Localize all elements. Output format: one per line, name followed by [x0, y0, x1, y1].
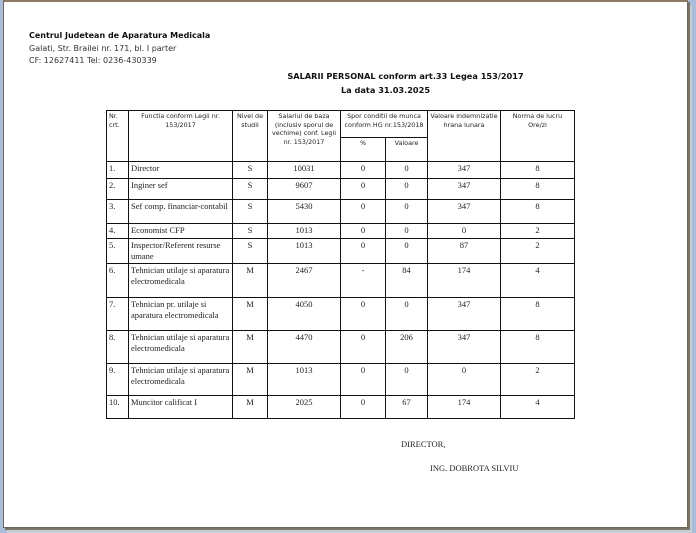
cell-spor-pct: 0: [341, 396, 386, 419]
cell-spor-val: 206: [386, 331, 428, 364]
cell-hrana: 0: [428, 364, 501, 396]
cell-nivel: S: [233, 224, 268, 239]
table-row: [107, 396, 575, 419]
cell-spor-val: 0: [386, 364, 428, 396]
cell-salariu: 2025: [268, 396, 341, 419]
cell-spor-val: 0: [386, 224, 428, 239]
cell-nr: 9.: [107, 364, 129, 396]
cell-hrana: 347: [428, 200, 501, 224]
cell-salariu: 4470: [268, 331, 341, 364]
cell-spor-pct: -: [341, 264, 386, 298]
cell-hrana: 174: [428, 264, 501, 298]
cell-functia: Inspector/Referent resurse umane: [129, 239, 233, 264]
cell-spor-pct: 0: [341, 239, 386, 264]
header-spor-pct: %: [341, 138, 386, 162]
table-row: [107, 224, 575, 239]
cell-hrana: 347: [428, 331, 501, 364]
document-date: La data 31.03.2025: [340, 85, 431, 95]
table-row: [107, 364, 575, 396]
cell-functia: Tehnician utilaje si aparatura electromedicala: [129, 331, 233, 364]
cell-nivel: S: [233, 239, 268, 264]
header-spor-val: Valoare: [386, 138, 428, 162]
cell-spor-pct: 0: [341, 364, 386, 396]
cell-nr: 2.: [107, 179, 129, 200]
org-name: Centrul Judetean de Aparatura Medicala: [29, 31, 211, 40]
cell-nr: 6.: [107, 264, 129, 298]
cell-nivel: M: [233, 331, 268, 364]
table-row: [107, 298, 575, 331]
cell-norma: 2: [501, 364, 575, 396]
cell-nivel: M: [233, 298, 268, 331]
cell-nivel: M: [233, 396, 268, 419]
salary-table: [106, 110, 575, 419]
table-row: [107, 179, 575, 200]
cell-functia: Tehnician utilaje si aparatura electromedicala: [129, 364, 233, 396]
cell-salariu: 5430: [268, 200, 341, 224]
cell-functia: Tehnician utilaje si aparatura electromedicala: [129, 264, 233, 298]
cell-hrana: 0: [428, 224, 501, 239]
cell-functia: Inginer sef: [129, 179, 233, 200]
table-row: [107, 200, 575, 224]
header-nivel: Nivel de studii: [233, 111, 268, 162]
cell-spor-pct: 0: [341, 179, 386, 200]
signature-name: ING. DOBROTA SILVIU: [430, 463, 519, 473]
cell-nr: 10.: [107, 396, 129, 419]
cell-spor-pct: 0: [341, 162, 386, 179]
cell-norma: 8: [501, 298, 575, 331]
header-salariu: Salariul de baza (inclusiv sporul de vechime) conf. Legii nr. 153/2017: [268, 111, 341, 162]
cell-norma: 8: [501, 331, 575, 364]
document-page: [3, 0, 688, 528]
cell-hrana: 174: [428, 396, 501, 419]
cell-nr: 3.: [107, 200, 129, 224]
cell-spor-pct: 0: [341, 224, 386, 239]
cell-nivel: M: [233, 364, 268, 396]
cell-salariu: 9607: [268, 179, 341, 200]
cell-functia: Sef comp. financiar-contabil: [129, 200, 233, 224]
table-row: [107, 331, 575, 364]
header-spor: Spor conditii de munca conform HG nr.153/2018: [341, 111, 428, 138]
cell-nr: 5.: [107, 239, 129, 264]
document-title: SALARII PERSONAL conform art.33 Legea 153/2017: [287, 71, 524, 81]
cell-norma: 8: [501, 179, 575, 200]
cell-nivel: M: [233, 264, 268, 298]
cell-spor-val: 0: [386, 298, 428, 331]
header-norma: Norma de lucru Ore/zi: [501, 111, 575, 162]
cell-salariu: 1013: [268, 224, 341, 239]
header-functia: Functia conform Legii nr. 153/2017: [129, 111, 233, 162]
cell-norma: 4: [501, 264, 575, 298]
cell-nr: 7.: [107, 298, 129, 331]
cell-spor-val: 0: [386, 200, 428, 224]
cell-salariu: 2467: [268, 264, 341, 298]
cell-nivel: S: [233, 200, 268, 224]
header-hrana: Valoare indemnizatie hrana lunara: [428, 111, 501, 162]
cell-nr: 1.: [107, 162, 129, 179]
cell-hrana: 87: [428, 239, 501, 264]
cell-spor-pct: 0: [341, 298, 386, 331]
cell-norma: 2: [501, 224, 575, 239]
cell-nr: 4.: [107, 224, 129, 239]
cell-norma: 8: [501, 162, 575, 179]
table-row: [107, 162, 575, 179]
org-address: Galati, Str. Brailei nr. 171, bl. I parter: [29, 43, 177, 53]
cell-hrana: 347: [428, 179, 501, 200]
cell-norma: 8: [501, 200, 575, 224]
cell-salariu: 1013: [268, 239, 341, 264]
signature-role: DIRECTOR,: [401, 439, 446, 449]
cell-nivel: S: [233, 179, 268, 200]
cell-spor-val: 0: [386, 239, 428, 264]
table-row: [107, 264, 575, 298]
cell-spor-val: 0: [386, 179, 428, 200]
org-contact: CF: 12627411 Tel: 0236-430339: [29, 56, 157, 65]
cell-functia: Muncitor calificat I: [129, 396, 233, 419]
cell-functia: Tehnician pr. utilaje si aparatura electromedicala: [129, 298, 233, 331]
cell-spor-val: 0: [386, 162, 428, 179]
table-row: [107, 239, 575, 264]
cell-spor-pct: 0: [341, 200, 386, 224]
cell-spor-pct: 0: [341, 331, 386, 364]
org-header: [29, 30, 210, 68]
cell-norma: 4: [501, 396, 575, 419]
cell-functia: Director: [129, 162, 233, 179]
cell-spor-val: 67: [386, 396, 428, 419]
cell-spor-val: 84: [386, 264, 428, 298]
cell-salariu: 4050: [268, 298, 341, 331]
cell-hrana: 347: [428, 162, 501, 179]
header-nr: Nr. crt.: [107, 111, 129, 162]
cell-nr: 8.: [107, 331, 129, 364]
cell-salariu: 10031: [268, 162, 341, 179]
cell-salariu: 1013: [268, 364, 341, 396]
cell-norma: 2: [501, 239, 575, 264]
cell-functia: Economist CFP: [129, 224, 233, 239]
cell-nivel: S: [233, 162, 268, 179]
cell-hrana: 347: [428, 298, 501, 331]
